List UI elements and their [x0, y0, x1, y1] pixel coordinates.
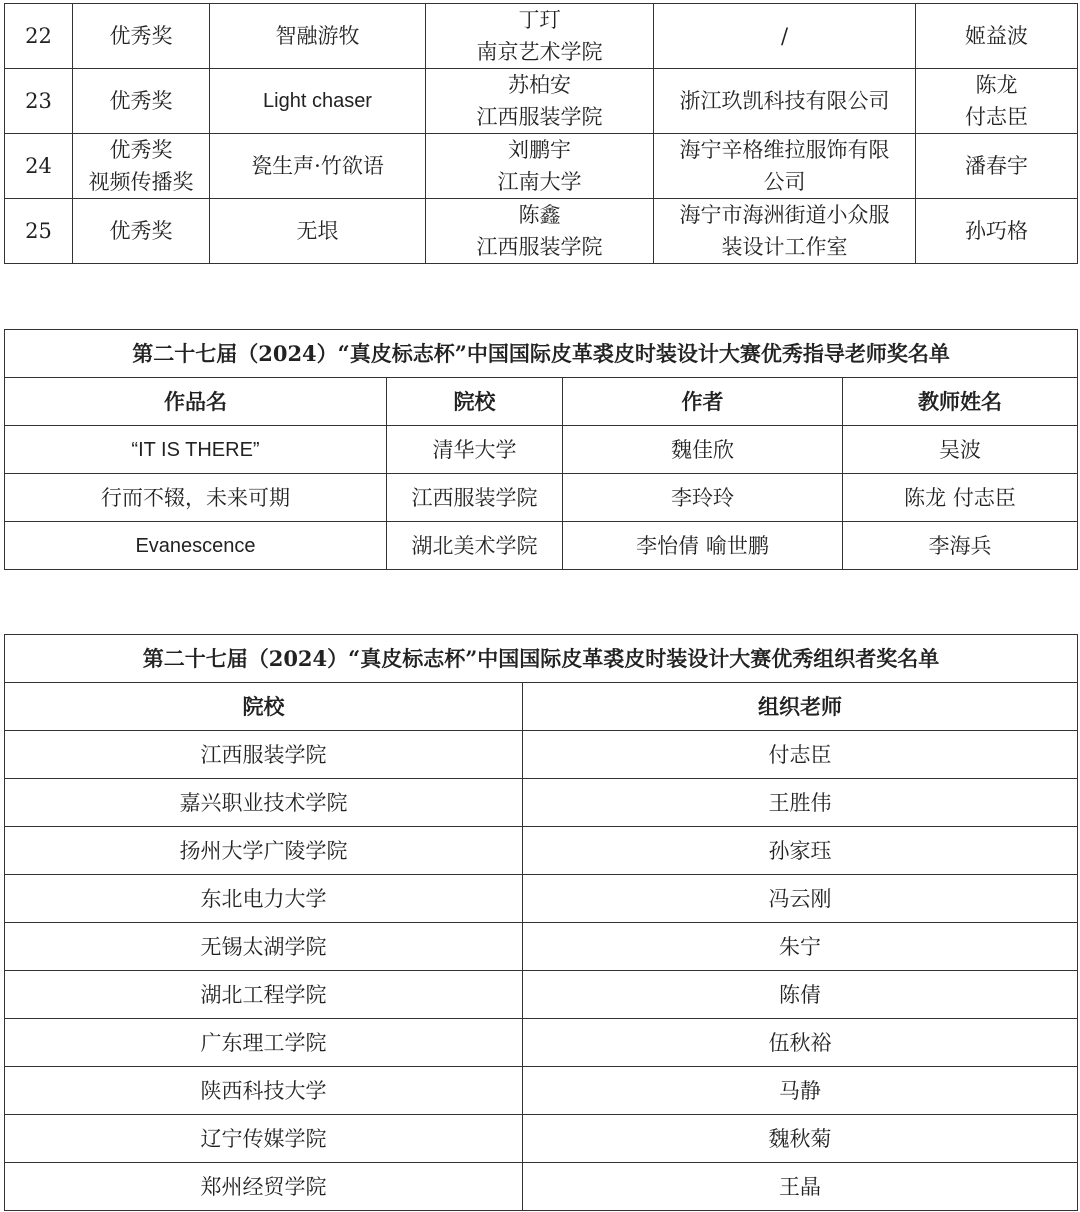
table-row [5, 1067, 1078, 1115]
organizer-teacher: 王晶 [523, 1163, 1078, 1211]
work-name: Light chaser [210, 69, 426, 134]
author-school-line: 陈鑫 [518, 203, 561, 227]
teacher-name-line: 姬益波 [965, 24, 1028, 48]
school-name: 湖北工程学院 [5, 971, 523, 1019]
company-name-line: 公司 [763, 170, 806, 194]
table-row [5, 731, 1078, 779]
award-name [73, 134, 210, 199]
teacher-award-title: 第二十七届（2024）“真皮标志杯”中国国际皮革裘皮时装设计大赛优秀指导老师奖名单 [5, 330, 1078, 378]
school-name: 江西服装学院 [387, 474, 563, 522]
work-name: 行而不辍，未来可期 [5, 474, 387, 522]
award-name-line: 优秀奖 [109, 219, 173, 243]
author-name: 李玲玲 [563, 474, 843, 522]
table-row [5, 827, 1078, 875]
table-row [5, 426, 1078, 474]
teacher-award-header-row [5, 378, 1078, 426]
author-name: 魏佳欣 [563, 426, 843, 474]
author-school-line: 刘鹏宇 [508, 138, 571, 162]
table-row [5, 1163, 1078, 1211]
award-list-body [5, 4, 1078, 264]
award-name [73, 4, 210, 69]
award-name-line: 视频传播奖 [88, 170, 194, 194]
organizer-award-header-row [5, 683, 1078, 731]
author-school [426, 69, 654, 134]
company-name-line: 海宁辛格维拉服饰有限 [679, 138, 890, 162]
award-name [73, 199, 210, 264]
company-name [654, 4, 916, 69]
teacher-name: 李海兵 [843, 522, 1078, 570]
work-name: 智融游牧 [210, 4, 426, 69]
organizer-teacher: 孙家珏 [523, 827, 1078, 875]
table-row [5, 1115, 1078, 1163]
author-school-line: 丁玎 [518, 8, 561, 32]
table-row [5, 875, 1078, 923]
teacher-award-table [4, 329, 1078, 570]
school-name: 扬州大学广陵学院 [5, 827, 523, 875]
organizer-award-title-row [5, 635, 1078, 683]
organizer-teacher: 王胜伟 [523, 779, 1078, 827]
organizer-teacher: 伍秋裕 [523, 1019, 1078, 1067]
header-school: 院校 [387, 378, 563, 426]
company-name [654, 69, 916, 134]
table-row [5, 1019, 1078, 1067]
organizer-teacher: 马静 [523, 1067, 1078, 1115]
table-row [5, 971, 1078, 1019]
company-name-line: / [780, 24, 789, 48]
school-name: 无锡太湖学院 [5, 923, 523, 971]
school-name: 湖北美术学院 [387, 522, 563, 570]
table-row [5, 134, 1078, 199]
company-name-line: 浙江玖凯科技有限公司 [679, 89, 890, 113]
teacher-name-line: 付志臣 [965, 105, 1028, 129]
table-row [5, 923, 1078, 971]
teacher-award-title-row [5, 330, 1078, 378]
teacher-name [916, 134, 1078, 199]
table-row [5, 779, 1078, 827]
teacher-award-body [5, 426, 1078, 570]
organizer-award-title: 第二十七届（2024）“真皮标志杯”中国国际皮革裘皮时装设计大赛优秀组织者奖名单 [5, 635, 1078, 683]
teacher-name: 吴波 [843, 426, 1078, 474]
company-name-line: 海宁市海洲街道小众服 [679, 203, 890, 227]
teacher-name-line: 潘春宇 [965, 154, 1028, 178]
award-list-table [4, 3, 1078, 264]
author-school-line: 江西服装学院 [476, 105, 603, 129]
company-name [654, 199, 916, 264]
author-school-line: 江南大学 [497, 170, 582, 194]
organizer-award-body [5, 731, 1078, 1211]
author-school-line: 苏柏安 [508, 73, 571, 97]
school-name: 嘉兴职业技术学院 [5, 779, 523, 827]
author-school [426, 4, 654, 69]
author-school [426, 199, 654, 264]
company-name-line: 装设计工作室 [721, 235, 848, 259]
organizer-teacher: 陈倩 [523, 971, 1078, 1019]
header-author: 作者 [563, 378, 843, 426]
teacher-name [916, 199, 1078, 264]
organizer-teacher: 冯云刚 [523, 875, 1078, 923]
school-name: 广东理工学院 [5, 1019, 523, 1067]
school-name: 东北电力大学 [5, 875, 523, 923]
author-school-line: 江西服装学院 [476, 235, 603, 259]
table-row [5, 4, 1078, 69]
organizer-award-table [4, 634, 1078, 1211]
work-name: 瓷生声·竹欲语 [210, 134, 426, 199]
row-number: 24 [5, 134, 73, 199]
row-number: 25 [5, 199, 73, 264]
teacher-name [916, 69, 1078, 134]
table-row [5, 474, 1078, 522]
author-name: 李怡倩 喻世鹏 [563, 522, 843, 570]
header-school: 院校 [5, 683, 523, 731]
organizer-teacher: 付志臣 [523, 731, 1078, 779]
teacher-name [916, 4, 1078, 69]
organizer-teacher: 魏秋菊 [523, 1115, 1078, 1163]
teacher-name-line: 孙巧格 [965, 219, 1028, 243]
teacher-name: 陈龙 付志臣 [843, 474, 1078, 522]
work-name: 无垠 [210, 199, 426, 264]
work-name: Evanescence [5, 522, 387, 570]
row-number: 22 [5, 4, 73, 69]
school-name: 江西服装学院 [5, 731, 523, 779]
header-teacher-name: 教师姓名 [843, 378, 1078, 426]
school-name: 陕西科技大学 [5, 1067, 523, 1115]
award-name [73, 69, 210, 134]
school-name: 郑州经贸学院 [5, 1163, 523, 1211]
company-name [654, 134, 916, 199]
author-school-line: 南京艺术学院 [476, 40, 603, 64]
award-name-line: 优秀奖 [109, 89, 173, 113]
award-name-line: 优秀奖 [109, 138, 173, 162]
work-name: “IT IS THERE” [5, 426, 387, 474]
author-school [426, 134, 654, 199]
organizer-teacher: 朱宁 [523, 923, 1078, 971]
table-row [5, 522, 1078, 570]
school-name: 辽宁传媒学院 [5, 1115, 523, 1163]
teacher-name-line: 陈龙 [975, 73, 1018, 97]
row-number: 23 [5, 69, 73, 134]
school-name: 清华大学 [387, 426, 563, 474]
table-row [5, 69, 1078, 134]
header-organizer-teacher: 组织老师 [523, 683, 1078, 731]
award-name-line: 优秀奖 [109, 24, 173, 48]
table-row [5, 199, 1078, 264]
header-work-name: 作品名 [5, 378, 387, 426]
